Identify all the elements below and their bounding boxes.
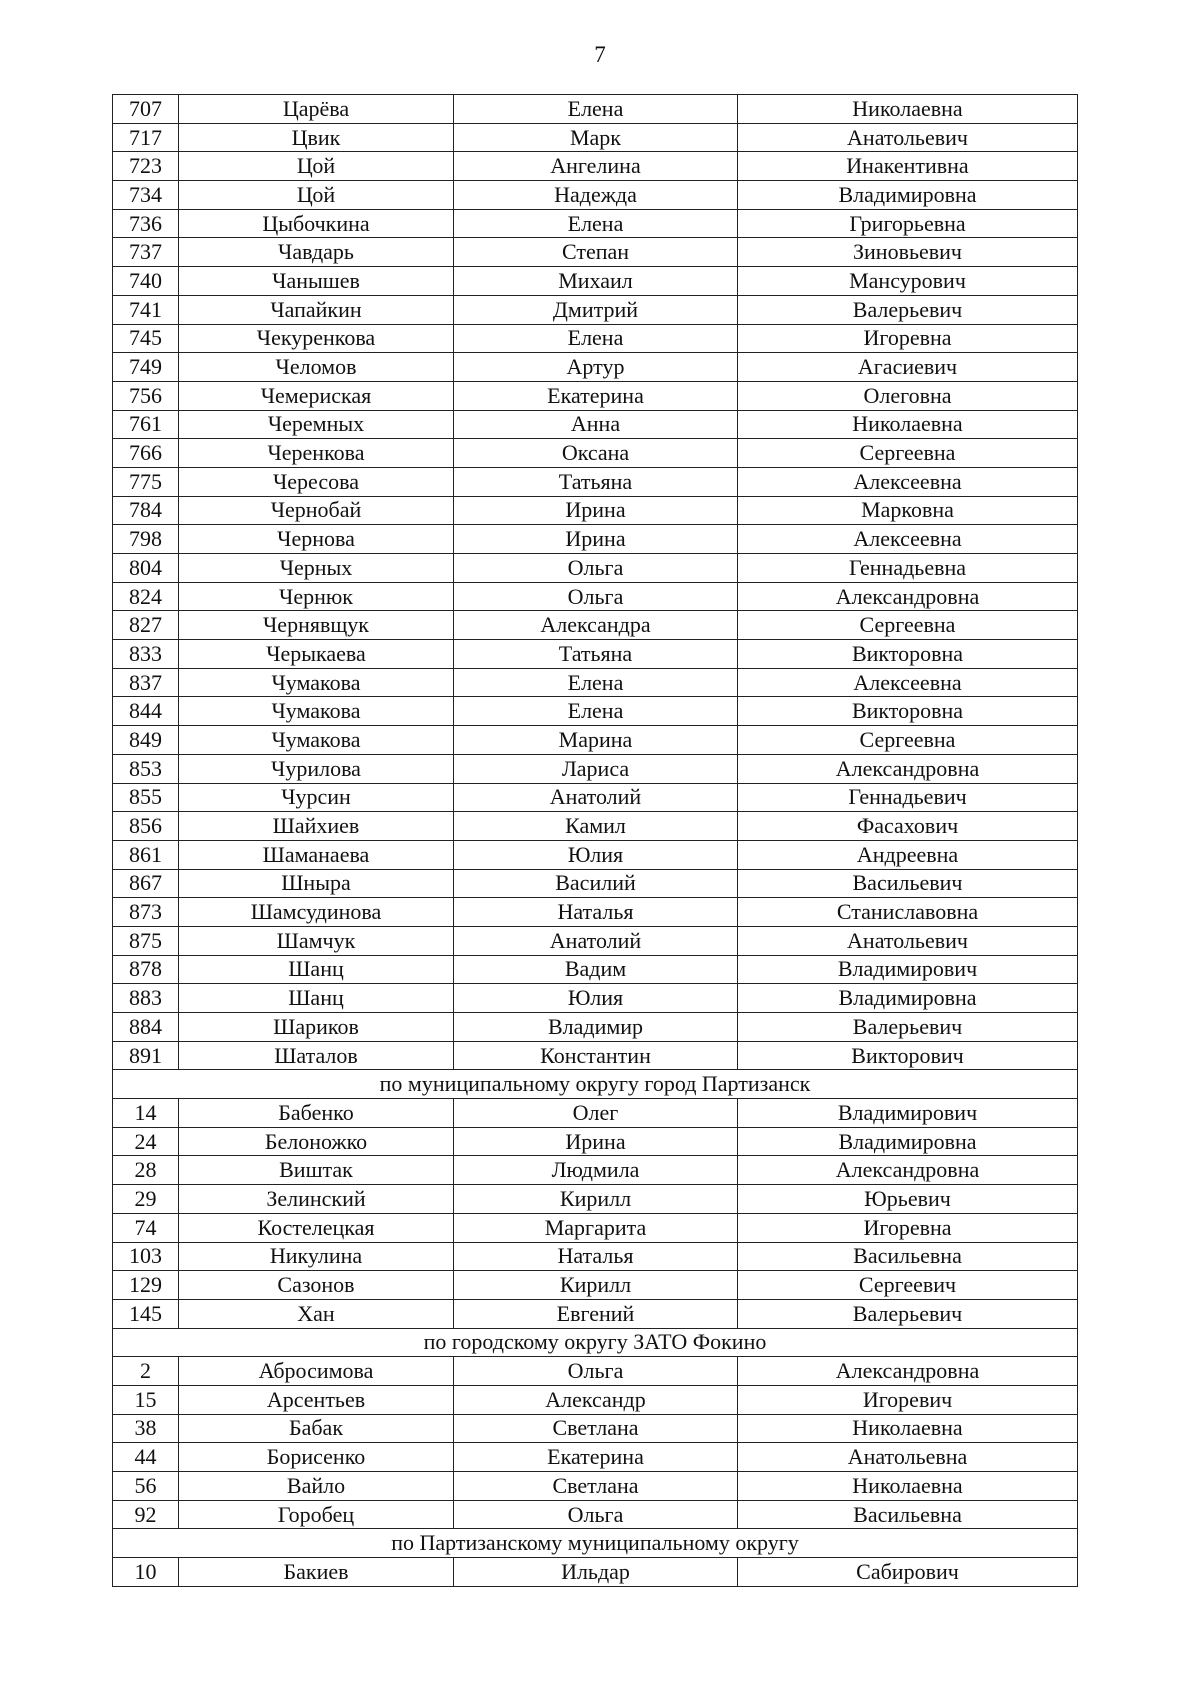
cell-first-name: Кирилл: [454, 1271, 738, 1300]
cell-number: 775: [113, 467, 179, 496]
table-row: [113, 898, 1078, 927]
table-row: [113, 984, 1078, 1013]
cell-first-name: Ольга: [454, 1500, 738, 1529]
cell-first-name: Светлана: [454, 1414, 738, 1443]
cell-patronymic: Валерьевич: [738, 295, 1078, 324]
cell-number: 2: [113, 1357, 179, 1386]
cell-number: 740: [113, 267, 179, 296]
cell-last-name: Цой: [179, 181, 454, 210]
cell-last-name: Шайхиев: [179, 812, 454, 841]
table-row: [113, 554, 1078, 583]
cell-number: 884: [113, 1013, 179, 1042]
table-row: [113, 324, 1078, 353]
cell-first-name: Михаил: [454, 267, 738, 296]
cell-first-name: Елена: [454, 697, 738, 726]
table-row: [113, 1099, 1078, 1128]
cell-last-name: Шныра: [179, 869, 454, 898]
cell-first-name: Лариса: [454, 754, 738, 783]
cell-patronymic: Анатольевна: [738, 1443, 1078, 1472]
table-row: [113, 1414, 1078, 1443]
cell-patronymic: Олеговна: [738, 381, 1078, 410]
cell-patronymic: Андреевна: [738, 840, 1078, 869]
table-row: [113, 209, 1078, 238]
cell-patronymic: Алексеевна: [738, 467, 1078, 496]
cell-first-name: Оксана: [454, 439, 738, 468]
cell-first-name: Надежда: [454, 181, 738, 210]
cell-first-name: Елена: [454, 209, 738, 238]
cell-patronymic: Игоревна: [738, 324, 1078, 353]
cell-patronymic: Алексеевна: [738, 525, 1078, 554]
cell-last-name: Сазонов: [179, 1271, 454, 1300]
cell-last-name: Бакиев: [179, 1558, 454, 1587]
cell-last-name: Бабенко: [179, 1099, 454, 1128]
table-row: [113, 697, 1078, 726]
cell-last-name: Белоножко: [179, 1127, 454, 1156]
cell-last-name: Хан: [179, 1299, 454, 1328]
cell-patronymic: Геннадьевна: [738, 554, 1078, 583]
cell-last-name: Абросимова: [179, 1357, 454, 1386]
cell-number: 741: [113, 295, 179, 324]
cell-patronymic: Николаевна: [738, 1472, 1078, 1501]
cell-patronymic: Васильевна: [738, 1500, 1078, 1529]
cell-last-name: Черемных: [179, 410, 454, 439]
cell-first-name: Екатерина: [454, 381, 738, 410]
table-row: [113, 869, 1078, 898]
cell-patronymic: Валерьевич: [738, 1013, 1078, 1042]
table-row: [113, 726, 1078, 755]
cell-number: 56: [113, 1472, 179, 1501]
cell-number: 766: [113, 439, 179, 468]
cell-number: 103: [113, 1242, 179, 1271]
cell-last-name: Шамчук: [179, 926, 454, 955]
cell-number: 875: [113, 926, 179, 955]
cell-number: 745: [113, 324, 179, 353]
cell-first-name: Дмитрий: [454, 295, 738, 324]
cell-patronymic: Сергеевна: [738, 726, 1078, 755]
table-row: [113, 840, 1078, 869]
cell-first-name: Евгений: [454, 1299, 738, 1328]
cell-patronymic: Александровна: [738, 754, 1078, 783]
table-row: [113, 812, 1078, 841]
cell-number: 723: [113, 152, 179, 181]
cell-first-name: Артур: [454, 353, 738, 382]
cell-last-name: Чересова: [179, 467, 454, 496]
cell-patronymic: Николаевна: [738, 1414, 1078, 1443]
cell-patronymic: Владимирович: [738, 955, 1078, 984]
table-row: [113, 754, 1078, 783]
cell-last-name: Цвик: [179, 123, 454, 152]
cell-last-name: Борисенко: [179, 1443, 454, 1472]
cell-first-name: Кирилл: [454, 1185, 738, 1214]
section-heading-row: [113, 1070, 1078, 1099]
cell-patronymic: Александровна: [738, 1357, 1078, 1386]
cell-number: 38: [113, 1414, 179, 1443]
cell-last-name: Чумакова: [179, 697, 454, 726]
table-row: [113, 267, 1078, 296]
table-row: [113, 295, 1078, 324]
cell-patronymic: Владимировна: [738, 1127, 1078, 1156]
cell-number: 74: [113, 1213, 179, 1242]
cell-number: 867: [113, 869, 179, 898]
cell-number: 145: [113, 1299, 179, 1328]
table-row: [113, 1041, 1078, 1070]
cell-first-name: Наталья: [454, 898, 738, 927]
cell-patronymic: Алексеевна: [738, 668, 1078, 697]
page-number: 7: [594, 42, 606, 67]
table-row: [113, 381, 1078, 410]
cell-first-name: Ольга: [454, 1357, 738, 1386]
table-row: [113, 1242, 1078, 1271]
cell-first-name: Александр: [454, 1385, 738, 1414]
cell-last-name: Чанышев: [179, 267, 454, 296]
cell-number: 824: [113, 582, 179, 611]
cell-first-name: Марина: [454, 726, 738, 755]
cell-patronymic: Николаевна: [738, 410, 1078, 439]
cell-number: 10: [113, 1558, 179, 1587]
cell-last-name: Шанц: [179, 955, 454, 984]
section-heading: по городскому округу ЗАТО Фокино: [113, 1328, 1078, 1357]
cell-last-name: Костелецкая: [179, 1213, 454, 1242]
table-row: [113, 668, 1078, 697]
cell-patronymic: Марковна: [738, 496, 1078, 525]
cell-last-name: Никулина: [179, 1242, 454, 1271]
table-row: [113, 955, 1078, 984]
cell-number: 14: [113, 1099, 179, 1128]
cell-first-name: Юлия: [454, 840, 738, 869]
cell-patronymic: Викторовна: [738, 697, 1078, 726]
table-row: [113, 1357, 1078, 1386]
cell-number: 883: [113, 984, 179, 1013]
cell-first-name: Маргарита: [454, 1213, 738, 1242]
cell-first-name: Ирина: [454, 496, 738, 525]
table-row: [113, 467, 1078, 496]
cell-first-name: Олег: [454, 1099, 738, 1128]
section-heading: по муниципальному округу город Партизанск: [113, 1070, 1078, 1099]
cell-number: 129: [113, 1271, 179, 1300]
cell-number: 15: [113, 1385, 179, 1414]
cell-number: 736: [113, 209, 179, 238]
cell-patronymic: Фасахович: [738, 812, 1078, 841]
cell-first-name: Камил: [454, 812, 738, 841]
table-row: [113, 410, 1078, 439]
cell-first-name: Анна: [454, 410, 738, 439]
table-row: [113, 1271, 1078, 1300]
cell-first-name: Константин: [454, 1041, 738, 1070]
cell-first-name: Ангелина: [454, 152, 738, 181]
cell-last-name: Царёва: [179, 95, 454, 124]
cell-number: 861: [113, 840, 179, 869]
cell-patronymic: Анатольевич: [738, 123, 1078, 152]
cell-patronymic: Васильевич: [738, 869, 1078, 898]
table-row: [113, 1156, 1078, 1185]
cell-number: 891: [113, 1041, 179, 1070]
cell-last-name: Чавдарь: [179, 238, 454, 267]
cell-last-name: Шариков: [179, 1013, 454, 1042]
cell-first-name: Степан: [454, 238, 738, 267]
cell-patronymic: Григорьевна: [738, 209, 1078, 238]
cell-number: 92: [113, 1500, 179, 1529]
cell-number: 844: [113, 697, 179, 726]
section-heading: по Партизанскому муниципальному округу: [113, 1529, 1078, 1558]
cell-first-name: Наталья: [454, 1242, 738, 1271]
table-row: [113, 1013, 1078, 1042]
cell-number: 24: [113, 1127, 179, 1156]
table-row: [113, 95, 1078, 124]
cell-last-name: Челомов: [179, 353, 454, 382]
cell-number: 761: [113, 410, 179, 439]
cell-number: 707: [113, 95, 179, 124]
cell-patronymic: Игоревич: [738, 1385, 1078, 1414]
cell-patronymic: Сергеевич: [738, 1271, 1078, 1300]
cell-last-name: Черыкаева: [179, 640, 454, 669]
cell-patronymic: Владимирович: [738, 1099, 1078, 1128]
table-row: [113, 496, 1078, 525]
table-row: [113, 926, 1078, 955]
registry-table: [112, 94, 1078, 1587]
table-row: [113, 1385, 1078, 1414]
cell-number: 833: [113, 640, 179, 669]
cell-last-name: Чемериская: [179, 381, 454, 410]
cell-number: 29: [113, 1185, 179, 1214]
cell-last-name: Шаталов: [179, 1041, 454, 1070]
table-row: [113, 123, 1078, 152]
table-row: [113, 525, 1078, 554]
cell-last-name: Арсентьев: [179, 1385, 454, 1414]
cell-first-name: Анатолий: [454, 926, 738, 955]
cell-patronymic: Владимировна: [738, 984, 1078, 1013]
section-heading-row: [113, 1529, 1078, 1558]
cell-last-name: Цой: [179, 152, 454, 181]
cell-number: 873: [113, 898, 179, 927]
cell-first-name: Ирина: [454, 525, 738, 554]
cell-patronymic: Сергеевна: [738, 611, 1078, 640]
cell-first-name: Елена: [454, 324, 738, 353]
cell-number: 856: [113, 812, 179, 841]
cell-number: 855: [113, 783, 179, 812]
cell-first-name: Александра: [454, 611, 738, 640]
cell-number: 737: [113, 238, 179, 267]
table-row: [113, 1500, 1078, 1529]
cell-patronymic: Викторовна: [738, 640, 1078, 669]
cell-number: 749: [113, 353, 179, 382]
cell-first-name: Василий: [454, 869, 738, 898]
cell-number: 853: [113, 754, 179, 783]
table-row: [113, 181, 1078, 210]
table-row: [113, 1299, 1078, 1328]
cell-first-name: Елена: [454, 668, 738, 697]
cell-last-name: Чекуренкова: [179, 324, 454, 353]
cell-patronymic: Сергеевна: [738, 439, 1078, 468]
cell-last-name: Чумакова: [179, 668, 454, 697]
cell-number: 28: [113, 1156, 179, 1185]
registry-body: [113, 95, 1078, 1587]
table-row: [113, 353, 1078, 382]
cell-first-name: Ольга: [454, 582, 738, 611]
cell-last-name: Чернюк: [179, 582, 454, 611]
cell-last-name: Чапайкин: [179, 295, 454, 324]
cell-number: 734: [113, 181, 179, 210]
cell-number: 837: [113, 668, 179, 697]
cell-number: 849: [113, 726, 179, 755]
cell-last-name: Чурилова: [179, 754, 454, 783]
table-row: [113, 238, 1078, 267]
cell-last-name: Виштак: [179, 1156, 454, 1185]
cell-number: 878: [113, 955, 179, 984]
cell-last-name: Черных: [179, 554, 454, 583]
cell-number: 756: [113, 381, 179, 410]
cell-patronymic: Александровна: [738, 582, 1078, 611]
cell-last-name: Черенкова: [179, 439, 454, 468]
cell-number: 827: [113, 611, 179, 640]
cell-last-name: Чернова: [179, 525, 454, 554]
table-row: [113, 1213, 1078, 1242]
cell-patronymic: Юрьевич: [738, 1185, 1078, 1214]
table-row: [113, 640, 1078, 669]
cell-number: 804: [113, 554, 179, 583]
cell-last-name: Горобец: [179, 1500, 454, 1529]
cell-patronymic: Николаевна: [738, 95, 1078, 124]
cell-patronymic: Валерьевич: [738, 1299, 1078, 1328]
cell-last-name: Чернявщук: [179, 611, 454, 640]
cell-patronymic: Анатольевич: [738, 926, 1078, 955]
cell-first-name: Татьяна: [454, 467, 738, 496]
cell-patronymic: Викторович: [738, 1041, 1078, 1070]
cell-patronymic: Игоревна: [738, 1213, 1078, 1242]
cell-first-name: Ирина: [454, 1127, 738, 1156]
cell-patronymic: Агасиевич: [738, 353, 1078, 382]
table-row: [113, 783, 1078, 812]
cell-number: 798: [113, 525, 179, 554]
table-row: [113, 582, 1078, 611]
cell-patronymic: Зиновьевич: [738, 238, 1078, 267]
cell-last-name: Чурсин: [179, 783, 454, 812]
cell-first-name: Елена: [454, 95, 738, 124]
cell-first-name: Вадим: [454, 955, 738, 984]
cell-first-name: Владимир: [454, 1013, 738, 1042]
cell-first-name: Екатерина: [454, 1443, 738, 1472]
cell-number: 784: [113, 496, 179, 525]
cell-first-name: Юлия: [454, 984, 738, 1013]
cell-patronymic: Инакентивна: [738, 152, 1078, 181]
table-row: [113, 1443, 1078, 1472]
cell-patronymic: Васильевна: [738, 1242, 1078, 1271]
table-row: [113, 152, 1078, 181]
cell-number: 44: [113, 1443, 179, 1472]
cell-first-name: Людмила: [454, 1156, 738, 1185]
cell-patronymic: Геннадьевич: [738, 783, 1078, 812]
cell-patronymic: Владимировна: [738, 181, 1078, 210]
cell-first-name: Татьяна: [454, 640, 738, 669]
cell-patronymic: Сабирович: [738, 1558, 1078, 1587]
table-row: [113, 1558, 1078, 1587]
cell-last-name: Вайло: [179, 1472, 454, 1501]
cell-last-name: Чумакова: [179, 726, 454, 755]
section-heading-row: [113, 1328, 1078, 1357]
cell-patronymic: Александровна: [738, 1156, 1078, 1185]
cell-last-name: Шаманаева: [179, 840, 454, 869]
table-row: [113, 439, 1078, 468]
cell-last-name: Бабак: [179, 1414, 454, 1443]
cell-last-name: Чернобай: [179, 496, 454, 525]
cell-patronymic: Мансурович: [738, 267, 1078, 296]
cell-last-name: Цыбочкина: [179, 209, 454, 238]
cell-patronymic: Станиславовна: [738, 898, 1078, 927]
cell-first-name: Ильдар: [454, 1558, 738, 1587]
cell-last-name: Зелинский: [179, 1185, 454, 1214]
cell-first-name: Марк: [454, 123, 738, 152]
table-row: [113, 1127, 1078, 1156]
cell-number: 717: [113, 123, 179, 152]
table-row: [113, 611, 1078, 640]
table-row: [113, 1185, 1078, 1214]
cell-first-name: Анатолий: [454, 783, 738, 812]
table-row: [113, 1472, 1078, 1501]
cell-first-name: Светлана: [454, 1472, 738, 1501]
cell-last-name: Шанц: [179, 984, 454, 1013]
cell-first-name: Ольга: [454, 554, 738, 583]
cell-last-name: Шамсудинова: [179, 898, 454, 927]
